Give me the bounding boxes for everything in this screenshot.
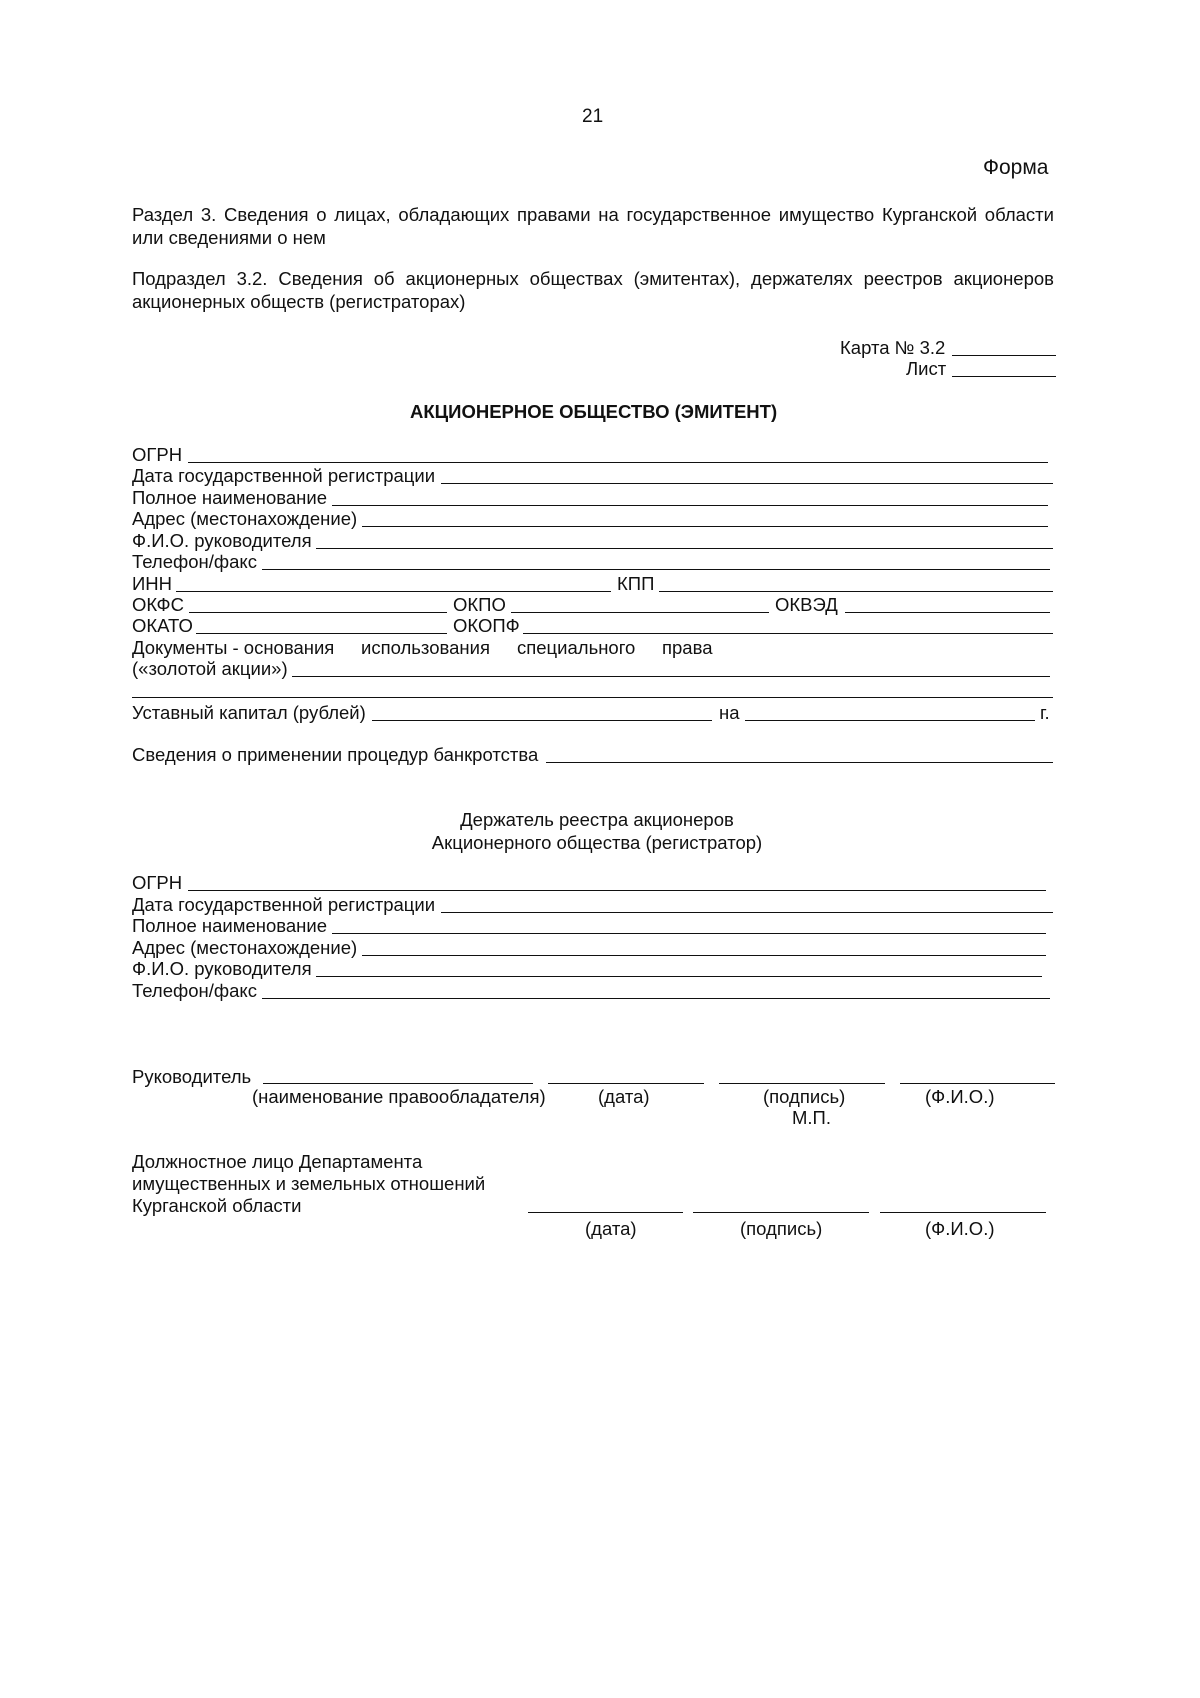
issuer-full-name-label: Полное наименование bbox=[132, 487, 328, 508]
head-signature-caption: (подпись) bbox=[763, 1086, 846, 1107]
registrar-heading-line2: Акционерного общества (регистратор) bbox=[431, 832, 763, 853]
sheet-field[interactable] bbox=[952, 376, 1056, 377]
official-fio-field[interactable] bbox=[880, 1212, 1046, 1213]
issuer-bankruptcy-field[interactable] bbox=[546, 762, 1053, 763]
official-label-line2: имущественных и земельных отношений bbox=[132, 1173, 486, 1194]
card-number-field[interactable] bbox=[952, 355, 1056, 356]
issuer-address-field[interactable] bbox=[362, 526, 1048, 527]
official-label-line3: Курганской области bbox=[132, 1195, 302, 1216]
issuer-director-field[interactable] bbox=[316, 548, 1053, 549]
head-date-caption: (дата) bbox=[598, 1086, 650, 1107]
issuer-inn-label: ИНН bbox=[132, 573, 173, 594]
registrar-heading bbox=[332, 808, 862, 854]
stamp-label: М.П. bbox=[792, 1107, 831, 1128]
registrar-full-name-label: Полное наименование bbox=[132, 915, 328, 936]
registrar-director-field[interactable] bbox=[316, 976, 1042, 977]
issuer-golden-share-label: («золотой акции») bbox=[132, 658, 288, 679]
sheet-label: Лист bbox=[906, 358, 947, 379]
registrar-heading-line1: Держатель реестра акционеров bbox=[460, 809, 734, 830]
registrar-ogrn-label: ОГРН bbox=[132, 872, 183, 893]
official-date-caption: (дата) bbox=[585, 1218, 637, 1239]
head-signature-field[interactable] bbox=[719, 1083, 885, 1084]
issuer-kpp-field[interactable] bbox=[659, 591, 1053, 592]
issuer-docs-word-3: специального bbox=[517, 637, 636, 658]
issuer-okato-label: ОКАТО bbox=[132, 615, 193, 636]
card-number-label: Карта № 3.2 bbox=[840, 337, 946, 358]
official-fio-caption: (Ф.И.О.) bbox=[925, 1218, 995, 1239]
issuer-okved-label: ОКВЭД bbox=[775, 594, 838, 615]
issuer-okopf-label: ОКОПФ bbox=[453, 615, 520, 636]
issuer-director-label: Ф.И.О. руководителя bbox=[132, 530, 312, 551]
issuer-phone-label: Телефон/факс bbox=[132, 551, 257, 572]
official-signature-field[interactable] bbox=[693, 1212, 869, 1213]
issuer-docs-word-1: Документы - основания bbox=[132, 637, 335, 658]
issuer-docs-word-4: права bbox=[662, 637, 713, 658]
issuer-okpo-field[interactable] bbox=[511, 612, 769, 613]
registrar-director-label: Ф.И.О. руководителя bbox=[132, 958, 312, 979]
issuer-bankruptcy-label: Сведения о применении процедур банкротства bbox=[132, 744, 539, 765]
registrar-reg-date-label: Дата государственной регистрации bbox=[132, 894, 436, 915]
issuer-docs-word-2: использования bbox=[361, 637, 490, 658]
head-fio-field[interactable] bbox=[900, 1083, 1055, 1084]
issuer-kpp-label: КПП bbox=[617, 573, 655, 594]
issuer-capital-year-suffix: г. bbox=[1040, 702, 1050, 723]
issuer-okved-field[interactable] bbox=[845, 612, 1050, 613]
issuer-okfs-field[interactable] bbox=[189, 612, 447, 613]
official-label-line1: Должностное лицо Департамента bbox=[132, 1151, 423, 1172]
head-label: Руководитель bbox=[132, 1066, 252, 1087]
issuer-okfs-label: ОКФС bbox=[132, 594, 184, 615]
official-date-field[interactable] bbox=[528, 1212, 683, 1213]
section-title: Раздел 3. Сведения о лицах, обладающих правами на государственное имущество Курганской области или сведениями о нем bbox=[132, 204, 1054, 248]
issuer-ogrn-field[interactable] bbox=[188, 462, 1048, 463]
issuer-ogrn-label: ОГРН bbox=[132, 444, 183, 465]
issuer-docs-extra-field[interactable] bbox=[132, 697, 1053, 698]
holder-name-field[interactable] bbox=[263, 1083, 533, 1084]
official-label bbox=[132, 1151, 485, 1217]
holder-name-caption: (наименование правообладателя) bbox=[252, 1086, 546, 1107]
head-fio-caption: (Ф.И.О.) bbox=[925, 1086, 995, 1107]
issuer-capital-field[interactable] bbox=[372, 720, 712, 721]
issuer-capital-on-label: на bbox=[719, 702, 740, 723]
form-label: Форма bbox=[983, 156, 1049, 179]
registrar-address-field[interactable] bbox=[362, 955, 1046, 956]
issuer-okpo-label: ОКПО bbox=[453, 594, 506, 615]
issuer-capital-label: Уставный капитал (рублей) bbox=[132, 702, 366, 723]
page-number: 21 bbox=[582, 106, 604, 127]
head-date-field[interactable] bbox=[548, 1083, 704, 1084]
registrar-reg-date-field[interactable] bbox=[441, 912, 1053, 913]
registrar-ogrn-field[interactable] bbox=[188, 890, 1046, 891]
issuer-golden-share-field[interactable] bbox=[292, 676, 1050, 677]
issuer-heading: АКЦИОНЕРНОЕ ОБЩЕСТВО (ЭМИТЕНТ) bbox=[410, 401, 778, 422]
issuer-okopf-field[interactable] bbox=[523, 633, 1053, 634]
registrar-phone-label: Телефон/факс bbox=[132, 980, 257, 1001]
registrar-address-label: Адрес (местонахождение) bbox=[132, 937, 358, 958]
issuer-address-label: Адрес (местонахождение) bbox=[132, 508, 358, 529]
subsection-title: Подраздел 3.2. Сведения об акционерных обществах (эмитентах), держателях реестров акционеров акционерных обществ (регистраторах) bbox=[132, 268, 1054, 312]
issuer-phone-field[interactable] bbox=[262, 569, 1050, 570]
issuer-inn-field[interactable] bbox=[176, 591, 611, 592]
issuer-capital-date-field[interactable] bbox=[745, 720, 1035, 721]
official-signature-caption: (подпись) bbox=[740, 1218, 823, 1239]
issuer-okato-field[interactable] bbox=[196, 633, 447, 634]
issuer-reg-date-label: Дата государственной регистрации bbox=[132, 465, 436, 486]
issuer-reg-date-field[interactable] bbox=[441, 483, 1053, 484]
issuer-full-name-field[interactable] bbox=[332, 505, 1048, 506]
registrar-phone-field[interactable] bbox=[262, 998, 1050, 999]
registrar-full-name-field[interactable] bbox=[332, 933, 1046, 934]
